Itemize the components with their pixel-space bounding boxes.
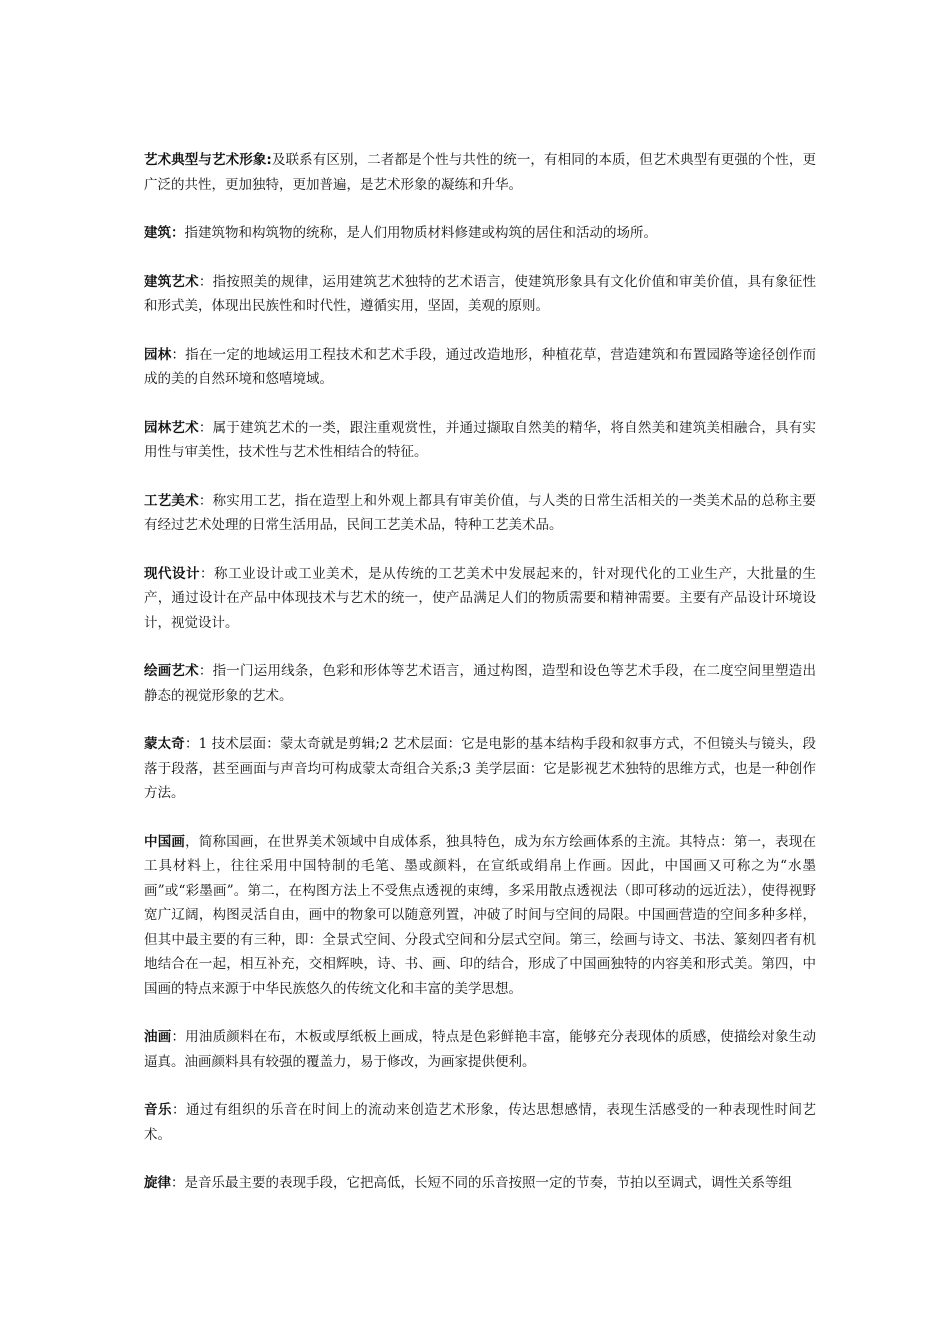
entry-chinese-painting xyxy=(144,830,816,1002)
entry-term: 现代设计 xyxy=(144,565,201,582)
entry-term: 音乐 xyxy=(144,1102,173,1118)
entry-text: ：1 技术层面：蒙太奇就是剪辑;2 艺术层面：它是电影的基本结构手段和叙事方式，不但镜头与镜头，段落于段落，甚至画面与声音均可构成蒙太奇组合关系;3 美学层面：它是影视艺术独特的思维方式，也是一种创作方法。 xyxy=(144,736,816,801)
entry-garden-art xyxy=(144,416,816,465)
entry-garden xyxy=(144,343,816,392)
entry-text: ：属于建筑艺术的一类，跟注重观赏性，并通过撷取自然美的精华，将自然美和建筑美相融合，具有实用性与审美性，技术性与艺术性相结合的特征。 xyxy=(144,419,816,460)
entry-term: 工艺美术 xyxy=(144,492,199,509)
entry-term: 绘画艺术 xyxy=(144,663,199,679)
entry-text: ：指在一定的地域运用工程技术和艺术手段，通过改造地形，种植花草，营造建筑和布置园路等途径创作而成的美的自然环境和悠嘻境域。 xyxy=(144,346,816,387)
entry-modern-design xyxy=(144,562,816,636)
entry-text: ：称工业设计或工业美术，是从传统的工艺美术中发展起来的，针对现代化的工业生产，大批量的生产，通过设计在产品中体现技术与艺术的统一，使产品满足人们的物质需要和精神需要。主要有产品设计环境设计，视觉设计。 xyxy=(144,565,817,631)
entry-architecture-art xyxy=(144,270,816,319)
entry-term: 蒙太奇 xyxy=(144,736,185,752)
entry-term: 建筑艺术 xyxy=(144,273,199,290)
entry-term: 油画 xyxy=(144,1029,172,1045)
entry-montage xyxy=(144,732,816,806)
entry-oil-painting xyxy=(144,1025,816,1074)
entry-architecture xyxy=(144,221,816,246)
entry-term: 建筑： xyxy=(144,225,185,241)
entry-text: 及联系有区别，二者都是个性与共性的统一，有相同的本质，但艺术典型有更强的个性，更广泛的共性，更加独特，更加普遍，是艺术形象的凝练和升华。 xyxy=(144,152,817,193)
entry-melody xyxy=(144,1171,816,1196)
entry-text: ：是音乐最主要的表现手段，它把高低，长短不同的乐音按照一定的节奏，节拍以至调式，调性关系等组 xyxy=(171,1175,792,1191)
entry-text: ：指一门运用线条，色彩和形体等艺术语言，通过构图，造型和设色等艺术手段，在二度空间里塑造出静态的视觉形象的艺术。 xyxy=(144,663,816,704)
entry-term: 中国画 xyxy=(144,833,186,850)
entry-crafts xyxy=(144,489,816,538)
document-page xyxy=(144,148,816,1220)
entry-art-typical xyxy=(144,148,816,197)
entry-text: ：称实用工艺，指在造型上和外观上都具有审美价值，与人类的日常生活相关的一类美术品的总称主要有经过艺术处理的日常生活用品，民间工艺美术品，特种工艺美术品。 xyxy=(144,492,816,533)
entry-term: 园林艺术 xyxy=(144,419,199,436)
entry-text: 指建筑物和构筑物的统称，是人们用物质材料修建或构筑的居住和活动的场所。 xyxy=(184,225,657,241)
entry-text: ，简称国画，在世界美术领域中自成体系，独具特色，成为东方绘画体系的主流。其特点：第一，表现在工具材料上，往往采用中国特制的毛笔、墨或颜料，在宣纸或绢帛上作画。因此，中国画又可称之为“水墨画”或“彩墨画”。第二，在构图方法上不受焦点透视的束缚，多采用散点透视法（即可移动的远近法），使得视野宽广辽阔，构图灵活自由，画中的物象可以随意列置，冲破了时间与空间的局限。中国画营造的空间多种多样，但其中最主要的有三种，即：全景式空间、分段式空间和分层式空间。第三，绘画与诗文、书法、篆刻四者有机地结合在一起，相互补充，交相辉映，诗、书、画、印的结合，形成了中国画独特的内容美和形式美。第四，中国画的特点来源于中华民族悠久的传统文化和丰富的美学思想。 xyxy=(144,833,816,997)
entry-music xyxy=(144,1098,816,1147)
entry-term: 旋律 xyxy=(144,1175,171,1191)
entry-text: ：通过有组织的乐音在时间上的流动来创造艺术形象，传达思想感情，表现生活感受的一种表现性时间艺术。 xyxy=(144,1102,817,1143)
entry-term: 园林 xyxy=(144,346,172,363)
entry-text: ：指按照美的规律，运用建筑艺术独特的艺术语言，使建筑形象具有文化价值和审美价值，具有象征性和形式美，体现出民族性和时代性，遵循实用，坚固，美观的原则。 xyxy=(144,273,816,314)
entry-text: ：用油质颜料在布，木板或厚纸板上画成，特点是色彩鲜艳丰富，能够充分表现体的质感，使描绘对象生动逼真。油画颜料具有较强的覆盖力，易于修改，为画家提供便利。 xyxy=(144,1029,816,1070)
entry-term: 艺术典型与艺术形象: xyxy=(144,152,272,168)
entry-painting-art xyxy=(144,659,816,708)
